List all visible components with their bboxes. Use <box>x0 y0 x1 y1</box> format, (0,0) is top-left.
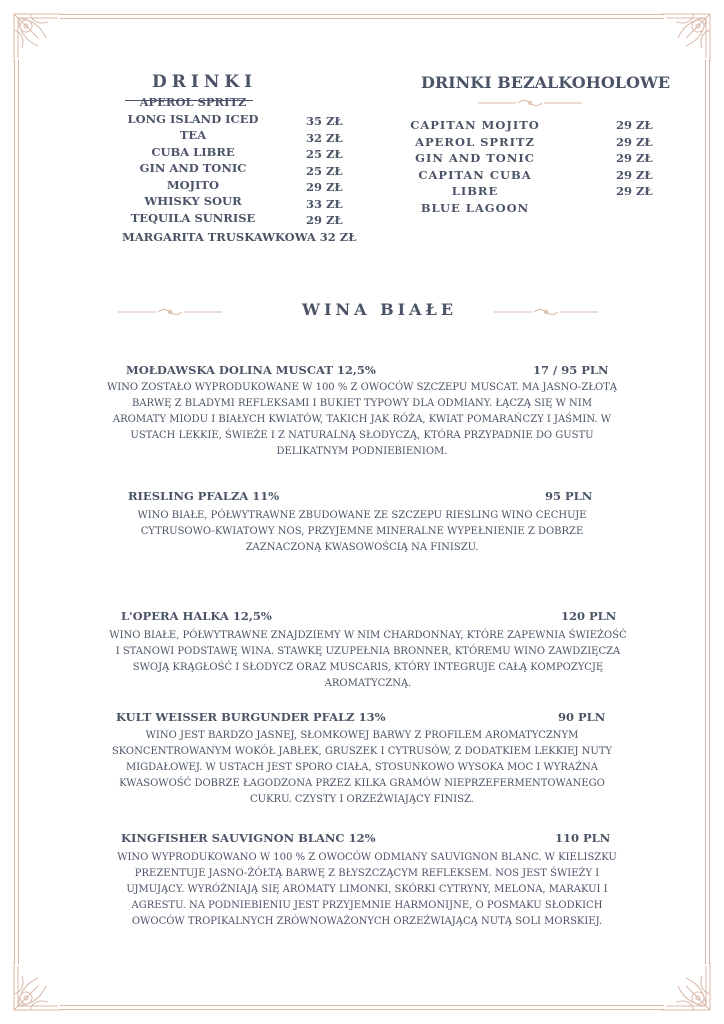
list-item: GIN AND TONIC <box>139 161 247 175</box>
frame-top-line <box>60 14 664 15</box>
wine-price: 90 PLN <box>558 710 606 724</box>
wine-price: 110 PLN <box>555 831 611 845</box>
divider-ornament-icon <box>478 98 582 108</box>
nonalcoholic-prices <box>616 117 653 200</box>
desc-line: UJMUJĄCY. WYRÓŻNIAJĄ SIĘ AROMATY LIMONKI, SKÓRKI CYTRYNY, MELONA, MARAKUI I <box>126 884 608 895</box>
wine-name: RIESLING PFALZA 11% <box>128 489 280 503</box>
wine-price: 95 PLN <box>545 489 593 503</box>
list-item: CAPITAN MOJITO <box>410 118 540 132</box>
price: 29 ZŁ <box>306 213 343 227</box>
wine-description <box>102 628 634 692</box>
desc-line: KWASOWOŚĆ DOBRZE ŁAGODZONA PRZEZ KILKA GRAMÓW NIEPRZEFERMENTOWANEGO <box>119 778 605 789</box>
desc-line: WINO WYPRODUKOWANO W 100 % Z OWOCÓW ODMIANY SAUVIGNON BLANC. W KIELISZKU <box>117 852 617 863</box>
desc-line: AROMATYCZNĄ. <box>324 678 412 689</box>
desc-line: BARWĘ Z BLADYMI REFLEKSAMI I BUKIET TYPOWY DLA ODMIANY. ŁĄCZĄ SIĘ W NIM <box>131 398 592 409</box>
desc-line: WINO BIAŁE, PÓŁWYTRAWNE ZBUDOWANE ZE SZCZEPU RIESLING WINO CECHUJE <box>137 510 587 521</box>
wine-description <box>102 728 622 808</box>
price: 29 ZŁ <box>616 151 653 165</box>
nonalcoholic-title: DRINKI BEZALKOHOLOWE <box>421 73 671 92</box>
drinks-title: DRINKI <box>152 72 258 92</box>
drinks-list <box>118 94 268 226</box>
list-item: APEROL SPRITZ <box>415 134 535 149</box>
price: 25 ZŁ <box>306 147 343 161</box>
desc-line: AGRESTU. NA PODNIEBIENIU JEST PRZYJEMNIE HARMONIJNE, O POSMAKU SŁODKICH <box>131 900 603 911</box>
desc-line: SKONCENTROWANYM WOKÓŁ JABŁEK, GRUSZEK I CYTRUSÓW, Z DODATKIEM LEKKIEJ NUTY <box>111 746 613 757</box>
price: 29 ZŁ <box>616 184 653 198</box>
desc-line: SWOJĄ KRĄGŁOŚĆ I SŁODYCZ ORAZ MUSCARIS, KTÓRY INTEGRUJE CAŁĄ KOMPOZYCJĘ <box>132 662 604 673</box>
white-wines-title: WINA BIAŁE <box>302 300 458 319</box>
desc-line: ZAZNACZONĄ KWASOWOŚCIĄ NA FINISZU. <box>245 542 479 553</box>
desc-line: WINO JEST BARDZO JASNEJ, SŁOMKOWEJ BARWY Z PROFILEM AROMATYCZNYM <box>145 730 579 741</box>
price: 29 ZŁ <box>616 134 653 149</box>
desc-line: I STANOWI PODSTAWĘ WINA. STAWKĘ UZUPEŁNIA BRONNER, KTÓREMU WINO ZAWDZIĘCZA <box>115 646 621 657</box>
frame-right-line-inner <box>709 60 710 964</box>
wine-name: MOŁDAWSKA DOLINA MUSCAT 12,5% <box>126 363 376 377</box>
desc-line: MIGDAŁOWEJ. W USTACH JEST SPORO CIAŁA, STOSUNKOWO WYSOKA MOC I WYRAŹNA <box>125 762 599 773</box>
wine-description <box>102 850 632 930</box>
desc-line: CUKRU. CZYSTY I ORZEŹWIAJĄCY FINISZ. <box>249 794 474 805</box>
frame-top-line-inner <box>60 18 664 19</box>
corner-ornament-icon <box>8 8 68 68</box>
price: 29 ZŁ <box>306 180 343 194</box>
wine-name: KULT WEISSER BURGUNDER PFALZ 13% <box>116 710 386 724</box>
desc-line: WINO BIAŁE, PÓŁWYTRAWNE ZNAJDZIEMY W NIM CHARDONNAY, KTÓRE ZAPEWNIA ŚWIEŻOŚĆ <box>109 630 627 641</box>
wine-description <box>102 380 622 460</box>
desc-line: CYTRUSOWO-KWIATOWY NOS, PRZYJEMNE MINERALNE WYPEŁNIENIE Z DOBRZE <box>140 526 584 537</box>
list-item: MOJITO <box>166 177 220 192</box>
list-item: GIN AND TONIC <box>415 151 535 165</box>
price: 29 ZŁ <box>616 167 653 182</box>
wine-name: L'OPERA HALKA 12,5% <box>121 609 272 623</box>
list-item: BLUE LAGOON <box>420 200 530 215</box>
list-item: TEQUILA SUNRISE <box>130 210 256 225</box>
price: 32 ZŁ <box>306 130 343 145</box>
list-item: LONG ISLAND ICED TEA <box>127 111 259 142</box>
corner-ornament-icon <box>656 8 716 68</box>
wine-price: 120 PLN <box>561 609 617 623</box>
price: 25 ZŁ <box>306 163 343 178</box>
price: 29 ZŁ <box>616 118 653 132</box>
list-item: CAPITAN CUBA LIBRE <box>418 167 532 198</box>
desc-line: PREZENTUJE JASNO-ŻÓŁTĄ BARWĘ Z BŁYSZCZĄCYM REFLEKSEM. NOS JEST ŚWIEŻY I <box>134 868 600 879</box>
drinks-prices <box>306 113 343 229</box>
desc-line: USTACH LEKKIE, ŚWIEŻE I Z NATURALNĄ SŁODYCZĄ, KTÓRA PRZYPADNIE DO GUSTU <box>130 430 594 441</box>
frame-left-line-inner <box>18 60 19 964</box>
frame-left-line <box>14 60 15 964</box>
corner-ornament-icon <box>8 956 68 1016</box>
frame-right-line <box>705 60 706 964</box>
list-item: APEROL SPRITZ <box>139 95 247 109</box>
divider-ornament-icon <box>118 307 222 317</box>
wine-price: 17 / 95 PLN <box>533 363 609 377</box>
frame-bottom-line-inner <box>60 1009 664 1010</box>
price: 33 ZŁ <box>306 196 343 211</box>
list-item: WHISKY SOUR <box>144 194 242 208</box>
list-item-last: MARGARITA TRUSKAWKOWA 32 ZŁ <box>122 230 357 244</box>
desc-line: DELIKATNYM PODNIEBIENIOM. <box>276 446 448 457</box>
wine-name: KINGFISHER SAUVIGNON BLANC 12% <box>121 831 376 845</box>
wine-description <box>102 508 622 556</box>
desc-line: AROMATY MIODU I BIAŁYCH KWIATÓW, TAKICH JAK RÓŻA, KWIAT POMARAŃCZY I JAŚMIN. W <box>112 414 612 425</box>
list-item: CUBA LIBRE <box>151 144 235 159</box>
desc-line: WINO ZOSTAŁO WYPRODUKOWANE W 100 % Z OWOCÓW SZCZEPU MUSCAT. MA JASNO-ZŁOTĄ <box>106 382 618 393</box>
nonalcoholic-list <box>400 117 550 216</box>
desc-line: OWOCÓW TROPIKALNYCH ZRÓWNOWAŻONYCH ORZEŹWIAJĄCĄ NUTĄ SOLI MORSKIEJ. <box>131 916 603 927</box>
price: 35 ZŁ <box>306 114 343 128</box>
corner-ornament-icon <box>656 956 716 1016</box>
frame-bottom-line <box>60 1005 664 1006</box>
divider-ornament-icon <box>494 307 598 317</box>
